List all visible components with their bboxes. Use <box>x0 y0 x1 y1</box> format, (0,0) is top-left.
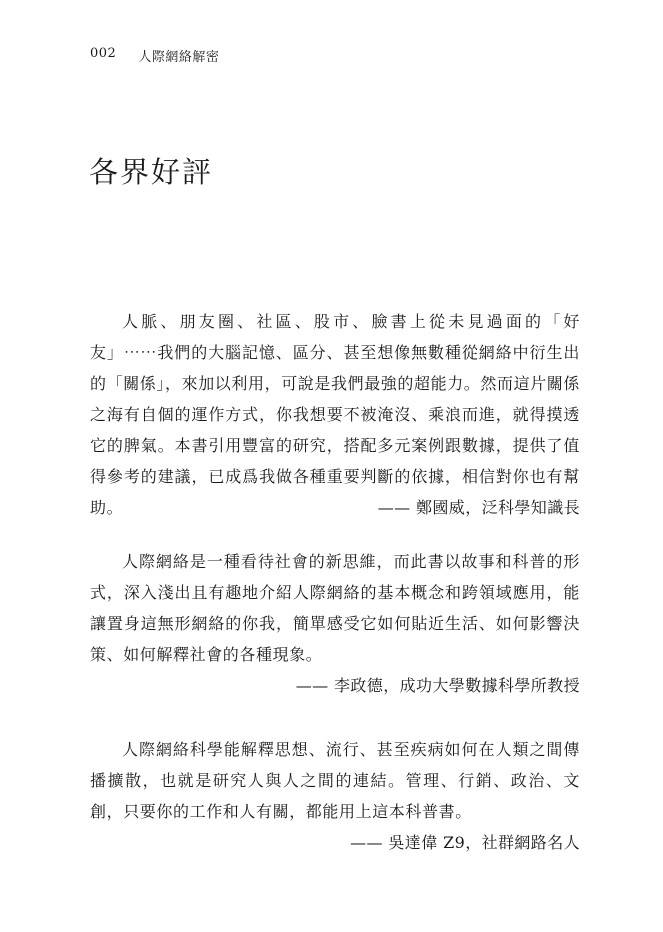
review-text: 人脈、朋友圈、社區、股市、臉書上從未見過面的「好友」⋯⋯我們的大腦記憶、區分、甚至想像無數種從網絡中衍生出的「關係」，來加以利用，可說是我們最強的超能力。然而這片關係之海有自個的運作方式，你我想要不被淹沒、乘浪而進，就得摸透它的脾氣。本書引用豐富的研究，搭配多元案例跟數據，提供了值得參考的建議，已成爲我做各種重要判斷的依據，相信對你也有幫助。 <box>90 312 581 517</box>
review-text: 人際網絡科學能解釋思想、流行、甚至疾病如何在人類之間傳播擴散，也就是研究人與人之間的連結。管理、行銷、政治、文創，只要你的工作和人有關，都能用上這本科普書。 <box>90 740 580 821</box>
review-attribution: —— 李政德，成功大學數據科學所教授 <box>295 676 580 695</box>
running-header <box>90 46 219 65</box>
review-attribution: —— 吳達偉 Z9，社群網路名人 <box>350 833 580 852</box>
review-block <box>90 306 580 523</box>
review-attribution: —— 鄭國威，泛科學知識長 <box>377 498 580 517</box>
page-title: 各界好評 <box>89 155 214 189</box>
review-text: 人際網絡是一種看待社會的新思維，而此書以故事和科普的形式，深入淺出且有趣地介紹人際網絡的基本概念和跨領域應用，能讓置身這無形網絡的你我，簡單感受它如何貼近生活、如何影響決策、如何解釋社會的各種現象。 <box>90 552 580 664</box>
book-title: 人際網絡解密 <box>138 50 220 65</box>
review-block <box>90 546 580 701</box>
review-block <box>90 734 580 858</box>
page-number: 002 <box>90 46 117 61</box>
